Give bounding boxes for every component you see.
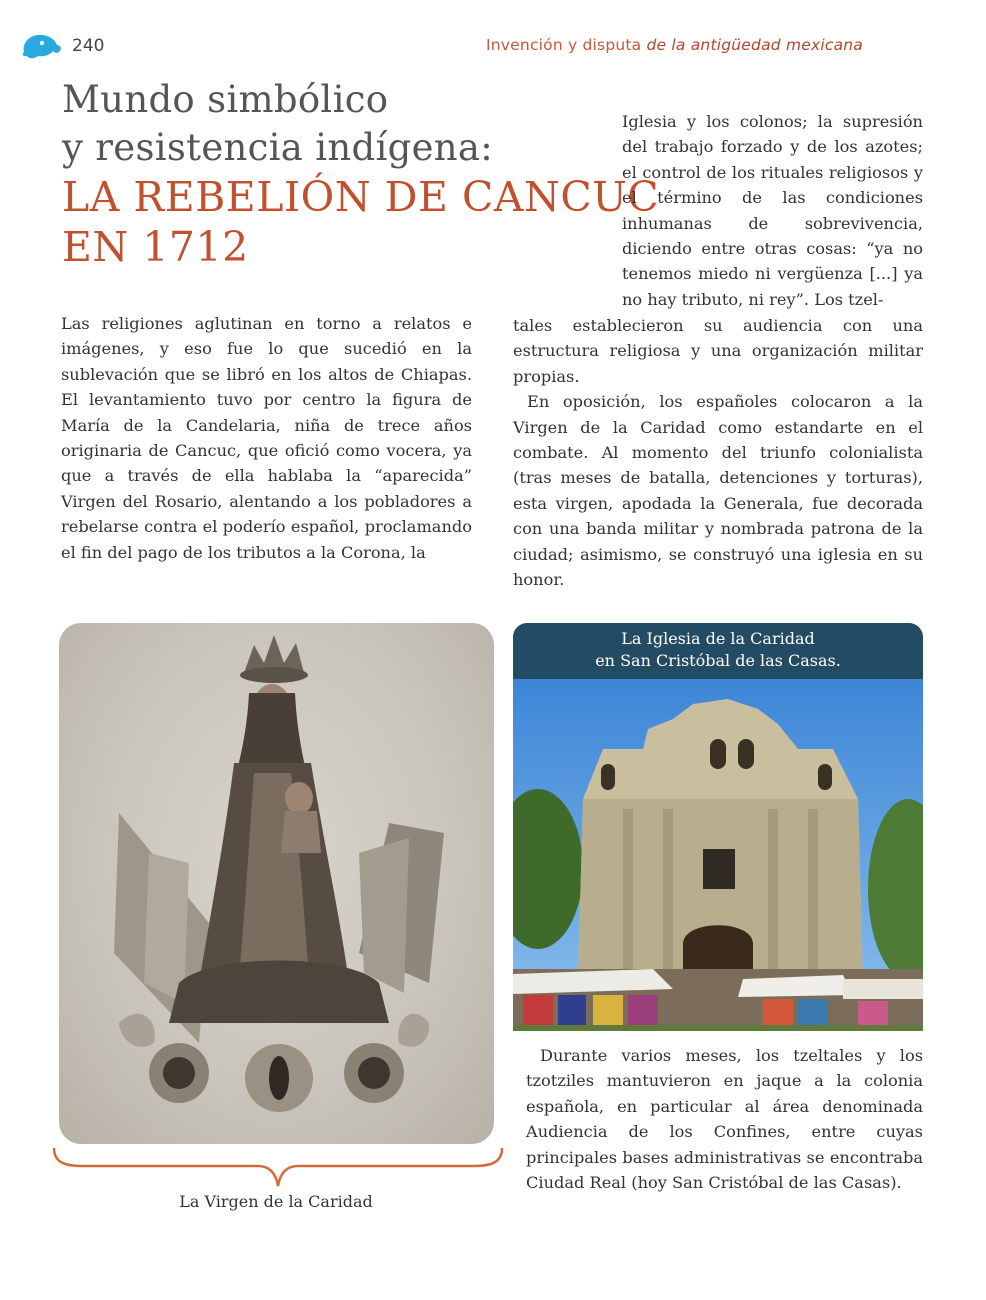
church-text xyxy=(526,1043,923,1195)
church-caption-line-2: en San Cristóbal de las Casas. xyxy=(595,651,841,670)
title-line-3: LA REBELIÓN DE CANCUC xyxy=(62,173,660,221)
church-photo xyxy=(513,679,923,1031)
virgin-photo xyxy=(59,623,494,1144)
running-head xyxy=(486,36,863,54)
left-column xyxy=(61,311,472,565)
turtle-logo-icon xyxy=(20,30,62,60)
virgin-illustration xyxy=(59,623,494,1144)
caption-brace xyxy=(52,1146,504,1190)
right-continue-paragraph: tales establecieron su audiencia con una estructura religiosa y una organización militar propias. xyxy=(513,316,923,386)
right-column xyxy=(513,313,923,592)
right-column-top xyxy=(622,109,923,312)
running-head-plain: Invención y disputa xyxy=(486,36,647,54)
left-paragraph: Las religiones aglutinan en torno a relatos e imágenes, y eso fue lo que sucedió en la sublevación que se libró en los altos de Chiapas. El levantamiento tuvo por centro la figura de María de la Candelaria, niña de trece años originaria de Cancuc, que ofició como vocera, ya que a través de ella hablaba la “aparecida” Virgen del Rosario, alentando a los pobladores a rebelarse contra el poderío español, proclamando el fin del pago de los tributos a la Corona, la xyxy=(61,314,472,562)
right-top-paragraph: Iglesia y los colonos; la supresión del trabajo forzado y de los azotes; el control de los rituales religiosos y el término de las condiciones inhumanas de sobrevivencia, diciendo entre otras cosas: “ya no tenemos miedo ni vergüenza [...] ya no hay tributo, ni rey”. Los tzel- xyxy=(622,112,923,309)
title-line-1: Mundo simbólico xyxy=(62,78,389,121)
title-line-4: EN 1712 xyxy=(62,223,249,271)
page-number: 240 xyxy=(72,36,105,56)
church-caption-box xyxy=(513,623,923,679)
virgin-caption: La Virgen de la Caridad xyxy=(179,1192,373,1211)
church-paragraph: Durante varios meses, los tzeltales y los tzotziles mantuvieron en jaque a la colonia española, en particular al área denominada Audiencia de los Confines, entre cuyas principales bases administrativas se encontraba Ciudad Real (hoy San Cristóbal de las Casas). xyxy=(526,1046,923,1193)
church-illustration xyxy=(513,679,923,1031)
title-line-2: y resistencia indígena: xyxy=(62,126,494,169)
chapter-title xyxy=(62,76,660,272)
running-head-italic: de la antigüedad mexicana xyxy=(646,36,863,54)
church-caption-line-1: La Iglesia de la Caridad xyxy=(621,629,815,648)
right-paragraph-2: En oposición, los españoles colocaron a la Virgen de la Caridad como estandarte en el combate. Al momento del triunfo colonialista (tras meses de batalla, detenciones y torturas), esta virgen, apodada la Generala, fue decorada con una banda militar y nombrada patrona de la ciudad; asimismo, se construyó una iglesia en su honor. xyxy=(513,392,923,590)
